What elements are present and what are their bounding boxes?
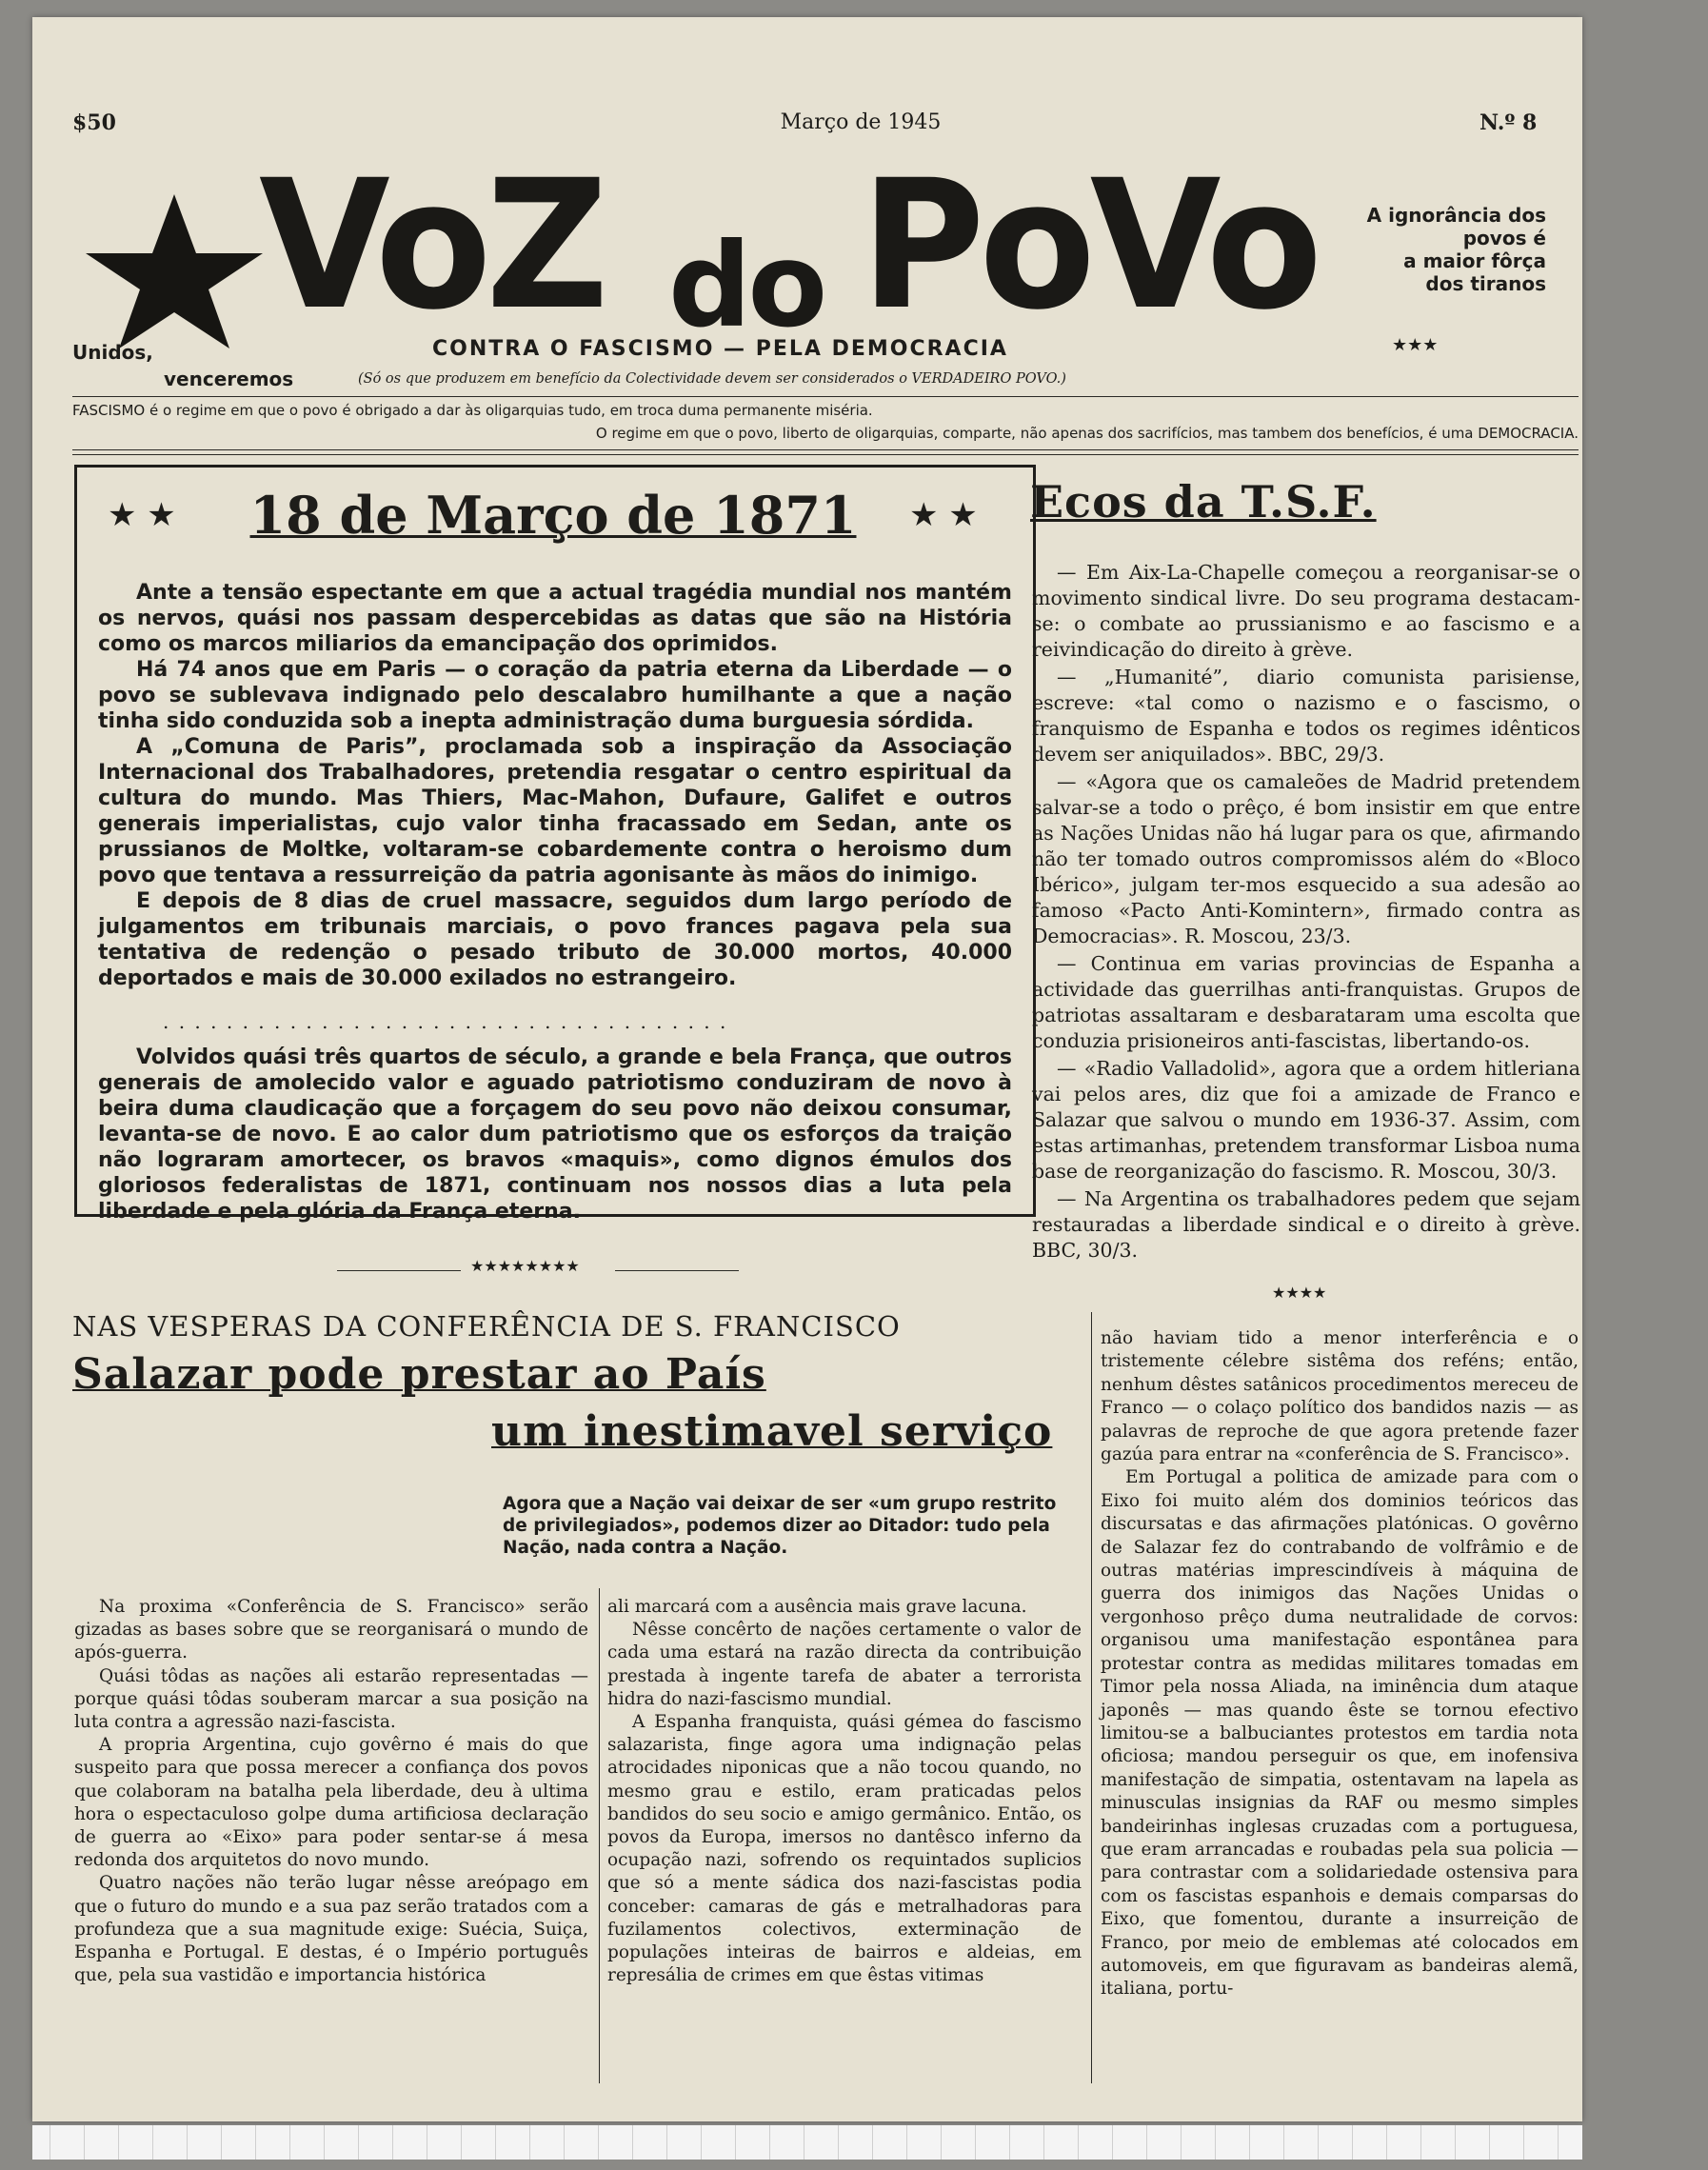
quote-line: povos é [1462, 227, 1546, 249]
box-paragraph: Ante a tensão espectante em que a actual tragédia mundial nos mantém os nervos, quási nos passam despercebidas as datas que são na História como os marcos miliarios da emancipação dos oprimidos. [98, 581, 1012, 656]
article-column-2 [607, 1596, 1082, 1987]
quote-line: a maior fôrça [1403, 249, 1546, 272]
box-paragraph: E depois de 8 dias de cruel massacre, seguidos dum largo período de julgamentos em tribunais marciais, o povo frances pagava pela sua tentativa de redenção o pesado tributo de 30.000 mortos, 40.000 deportados e mais de 30.000 exilados no estrangeiro. [98, 889, 1012, 990]
masthead-title-voz: VoZ [259, 141, 604, 349]
tagline-stars: ★★★ [1392, 335, 1439, 355]
masthead-quote [1308, 204, 1546, 295]
ecos-item: — „Humanité”, diario comunista parisiense, escreve: «tal como o nazismo e o fascismo, o franquismo de Espanha e todos os regimes idênticos devem ser aniquilados». BBC, 29/3. [1032, 666, 1580, 766]
article-paragraph: Na proxima «Conferência de S. Francisco» serão gizadas as bases sobre que se reorganisará o mundo de após-guerra. [74, 1597, 588, 1663]
article-headline-line-1: Salazar pode prestar ao País [72, 1350, 766, 1399]
quote-line: dos tiranos [1425, 272, 1546, 295]
masthead-title-povo: PoVo [861, 141, 1318, 349]
article-paragraph: Nêsse concêrto de nações certamente o valor de cada uma estará na razão directa da contribuição prestada à ingente tarefa de abater a terrorista hidra do nazi-fascismo mundial. [607, 1620, 1082, 1709]
article-column-3 [1101, 1327, 1579, 2001]
article-standfirst: Agora que a Nação vai deixar de ser «um grupo restrito de privilegiados», podemos dizer ao Ditador: tudo pela Nação, nada contra a Nação. [503, 1494, 1057, 1558]
ecos-item: — «Radio Valladolid», agora que a ordem hitleriana vai pelos ares, diz que foi a amizade de Franco e Salazar que salvou o mundo em 1936-37. Assim, com estas artimanhas, pretendem transformar Lisboa numa base de reorganização do fascismo. R. Moscou, 30/3. [1032, 1057, 1580, 1183]
article-paragraph: A propria Argentina, cujo govêrno é mais do que suspeito para que possa merecer a confiança dos povos que colaboram na batalha pela liberdade, deu à ultima hora o espectaculoso golpe duma artificiosa declaração de guerra ao «Eixo» para poder sentar-se á mesa redonda dos arquitetos do novo mundo. [74, 1735, 588, 1871]
article-paragraph: ali marcará com a ausência mais grave lacuna. [607, 1597, 1027, 1617]
price: $50 [72, 110, 116, 135]
article-paragraph: Quatro nações não terão lugar nêsse areópago em que o futuro do mundo e a sua paz serão tratados com a profundeza que a sua magnitude exige: Suécia, Suiça, Espanha e Portugal. E destas, é o Império português que, pela sua vastidão e importancia histórica [74, 1873, 588, 1986]
box-paragraph: Há 74 anos que em Paris — o coração da patria eterna da Liberdade — o povo se sublevava indignado pelo descalabro humilhante a que a nação tinha sido conduzida sob a inepta administração duma burguesia sórdida. [98, 658, 1012, 733]
box-stars-left: ★ ★ [108, 496, 176, 534]
article-headline-line-2: um inestimavel serviço [491, 1407, 1053, 1456]
box-body [98, 580, 1012, 991]
ecos-item: — Continua em varias provincias de Espanha a actividade das guerrilhas anti-franquistas. Grupos de patriotas assaltaram e desbarataram uma escolta que conduzia prisioneiros anti-fascistas, libertando-os. [1032, 952, 1580, 1052]
color-calibration-strip [32, 2125, 1582, 2160]
article-paragraph: Em Portugal a politica de amizade para com o Eixo foi muito além dos dominios teóricos das discursatas e das afirmações platónicas. O govêrno de Salazar fez do contrabando de volfrâmio e de outras matérias imprescindíveis à máquina de guerra dos inimigos das Nações Unidas o vergonhoso prêço duma neutralidade de corvos: organisou uma manifestação espontânea para protestar contra as medidas militares tomadas em Timor pela nossa Aliada, na iminência dum ataque japonês — mas quando êste se tornou efectivo limitou-se a balbuciantes protestos em tardia nota oficiosa; mandou perseguir os que, em inofensiva manifestação de simpatia, ostentavam na lapela as minusculas insignias da RAF ou mesmo simples bandeirinhas inglesas cruzadas com a portuguesa, que eram arrancadas e roubadas pela sua policia — para contrastar com a solidariedade ostensiva para com os fascistas espanhois e demais comparsas do Eixo, que fomentou, durante a insurreição de Franco, por meio de emblemas até colocados em automoveis, em que figuravam as bandeiras alemã, italiana, portu- [1101, 1467, 1579, 2000]
motto: (Só os que produzem em benefício da Colectividade devem ser considerados o VERDADEIRO POVO.) [358, 371, 1066, 387]
ecos-item: — Em Aix-La-Chapelle começou a reorganisar-se o movimento sindical livre. Do seu programa destacam-se: o combate ao prussianismo e ao fascismo e a reivindicação do direito à grève. [1032, 561, 1580, 661]
ecos-item: — «Agora que os camaleões de Madrid pretendem salvar-se a todo o prêço, é bom insistir em que entre as Nações Unidas não há lugar para os que, afirmando não ter tomado outros compromissos além do «Bloco Ibérico», julgam ter-mos esquecido a sua adesão ao famoso «Pacto Anti-Komintern», firmado contra as Democracias». R. Moscou, 23/3. [1032, 770, 1580, 947]
slogan-venceremos: venceremos [164, 368, 294, 390]
commune-box [74, 465, 1036, 1224]
democracy-definition: O regime em que o povo, liberto de oligarquias, compar​te, não apenas dos sacrifícios, mas tambem dos benefícios, é uma DEMOCRACIA. [595, 425, 1579, 442]
slogan-unidos: Unidos, [72, 341, 153, 364]
article-paragraph: Quási tôdas as nações ali estarão representadas — porque quási tôdas souberam marcar a sua posição na luta contra a agressão nazi-fascista. [74, 1665, 588, 1733]
box-closing [98, 1045, 1012, 1224]
box-paragraph: Volvidos quási três quartos de século, a grande e bela França, que outros generais de amolecido valor e aguado patriotismo conduziram de novo à beira duma claudicação que a forçagem do seu povo não deixou consumar, levanta-se de novo. E ao calor dum patriotismo que os esforços da traição não lograram amortecer, os bravos «maquis», como dignos émulos dos gloriosos federalistas de 1871, continuam nos nossos dias a luta pela liberdade e pela glória da França eterna. [98, 1045, 1012, 1224]
newspaper-page [32, 17, 1582, 2121]
ecos-title: Ecos da T.S.F. [1030, 476, 1377, 528]
box-title: 18 de Março de 1871 [249, 485, 857, 546]
fascism-definition: FASCISMO é o regime em que o povo é obrigado a dar às oligarquias tudo, em troca duma permanente miséria. [72, 402, 873, 419]
article-paragraph: A Espanha franquista, quási gémea do fascismo salazarista, finge agora uma indignação pelas atrocidades niponicas que a não tocou quando, no mesmo grau e estilo, eram praticadas pelos bandidos do seu socio e amigo germânico. Então, os povos da Europa, imersos no dantêsco inferno da ocupação nazi, sofrendo os requintados suplicios que só a mente sádica dos nazi-fascistas podia conceber: camaras de gás e metralhadoras para fuzilamentos colectivos, exterminação de populações inteiras de bairros e aldeias, em represália de crimes em que êstas vitimas [607, 1712, 1082, 1986]
ecos-column [1032, 560, 1580, 1265]
article-column-1 [74, 1596, 588, 1987]
divider-stars: ★★★★★★★★ [470, 1257, 580, 1275]
masthead-title-do: do [668, 218, 824, 353]
article-kicker: NAS VESPERAS DA CONFERÊNCIA DE S. FRANCISCO [72, 1310, 901, 1343]
ecos-item: — Na Argentina os trabalhadores pedem que sejam restauradas a liberdade sindical e o direito à grève. BBC, 30/3. [1032, 1187, 1580, 1262]
box-paragraph: A „Comuna de Paris”, proclamada sob a inspiração da Associação Internacional dos Trabalhadores, pretendia resgatar o centro espiritual da cultura do mundo. Mas Thiers, Mac-Mahon, Dufaure, Galifet e outros generais imperialistas, cujo valor tinha fracassado em Sedan, ante os prussianos de Moltke, voltaram-se cobardemente contra o heroismo dum povo que tentava a ressurreição da patria agonisante às mãos do inimigo. [98, 735, 1012, 887]
issue-number: N.º 8 [1480, 110, 1538, 135]
tagline: CONTRA O FASCISMO — PELA DEMOCRACIA [432, 337, 1008, 361]
quote-line: A ignorância dos [1366, 204, 1546, 227]
box-stars-right: ★ ★ [909, 496, 978, 534]
article-paragraph: não haviam tido a menor interferência e o tristemente célebre sistêma dos reféns; então, nenhum dêstes satânicos procedimentos mereceu de Franco — o colaço político dos bandidos nazis — as palavras de reproche de que agora pretende fazer gazúa para entrar na «conferência de S. Francisco». [1101, 1328, 1579, 1465]
issue-date: Março de 1945 [780, 110, 942, 134]
box-ellipsis: . . . . . . . . . . . . . . . . . . . . . . . . . . . . . . . . . . . . [163, 1010, 728, 1033]
star-icon [74, 190, 274, 352]
ecos-end-stars: ★★★★ [1272, 1284, 1327, 1302]
